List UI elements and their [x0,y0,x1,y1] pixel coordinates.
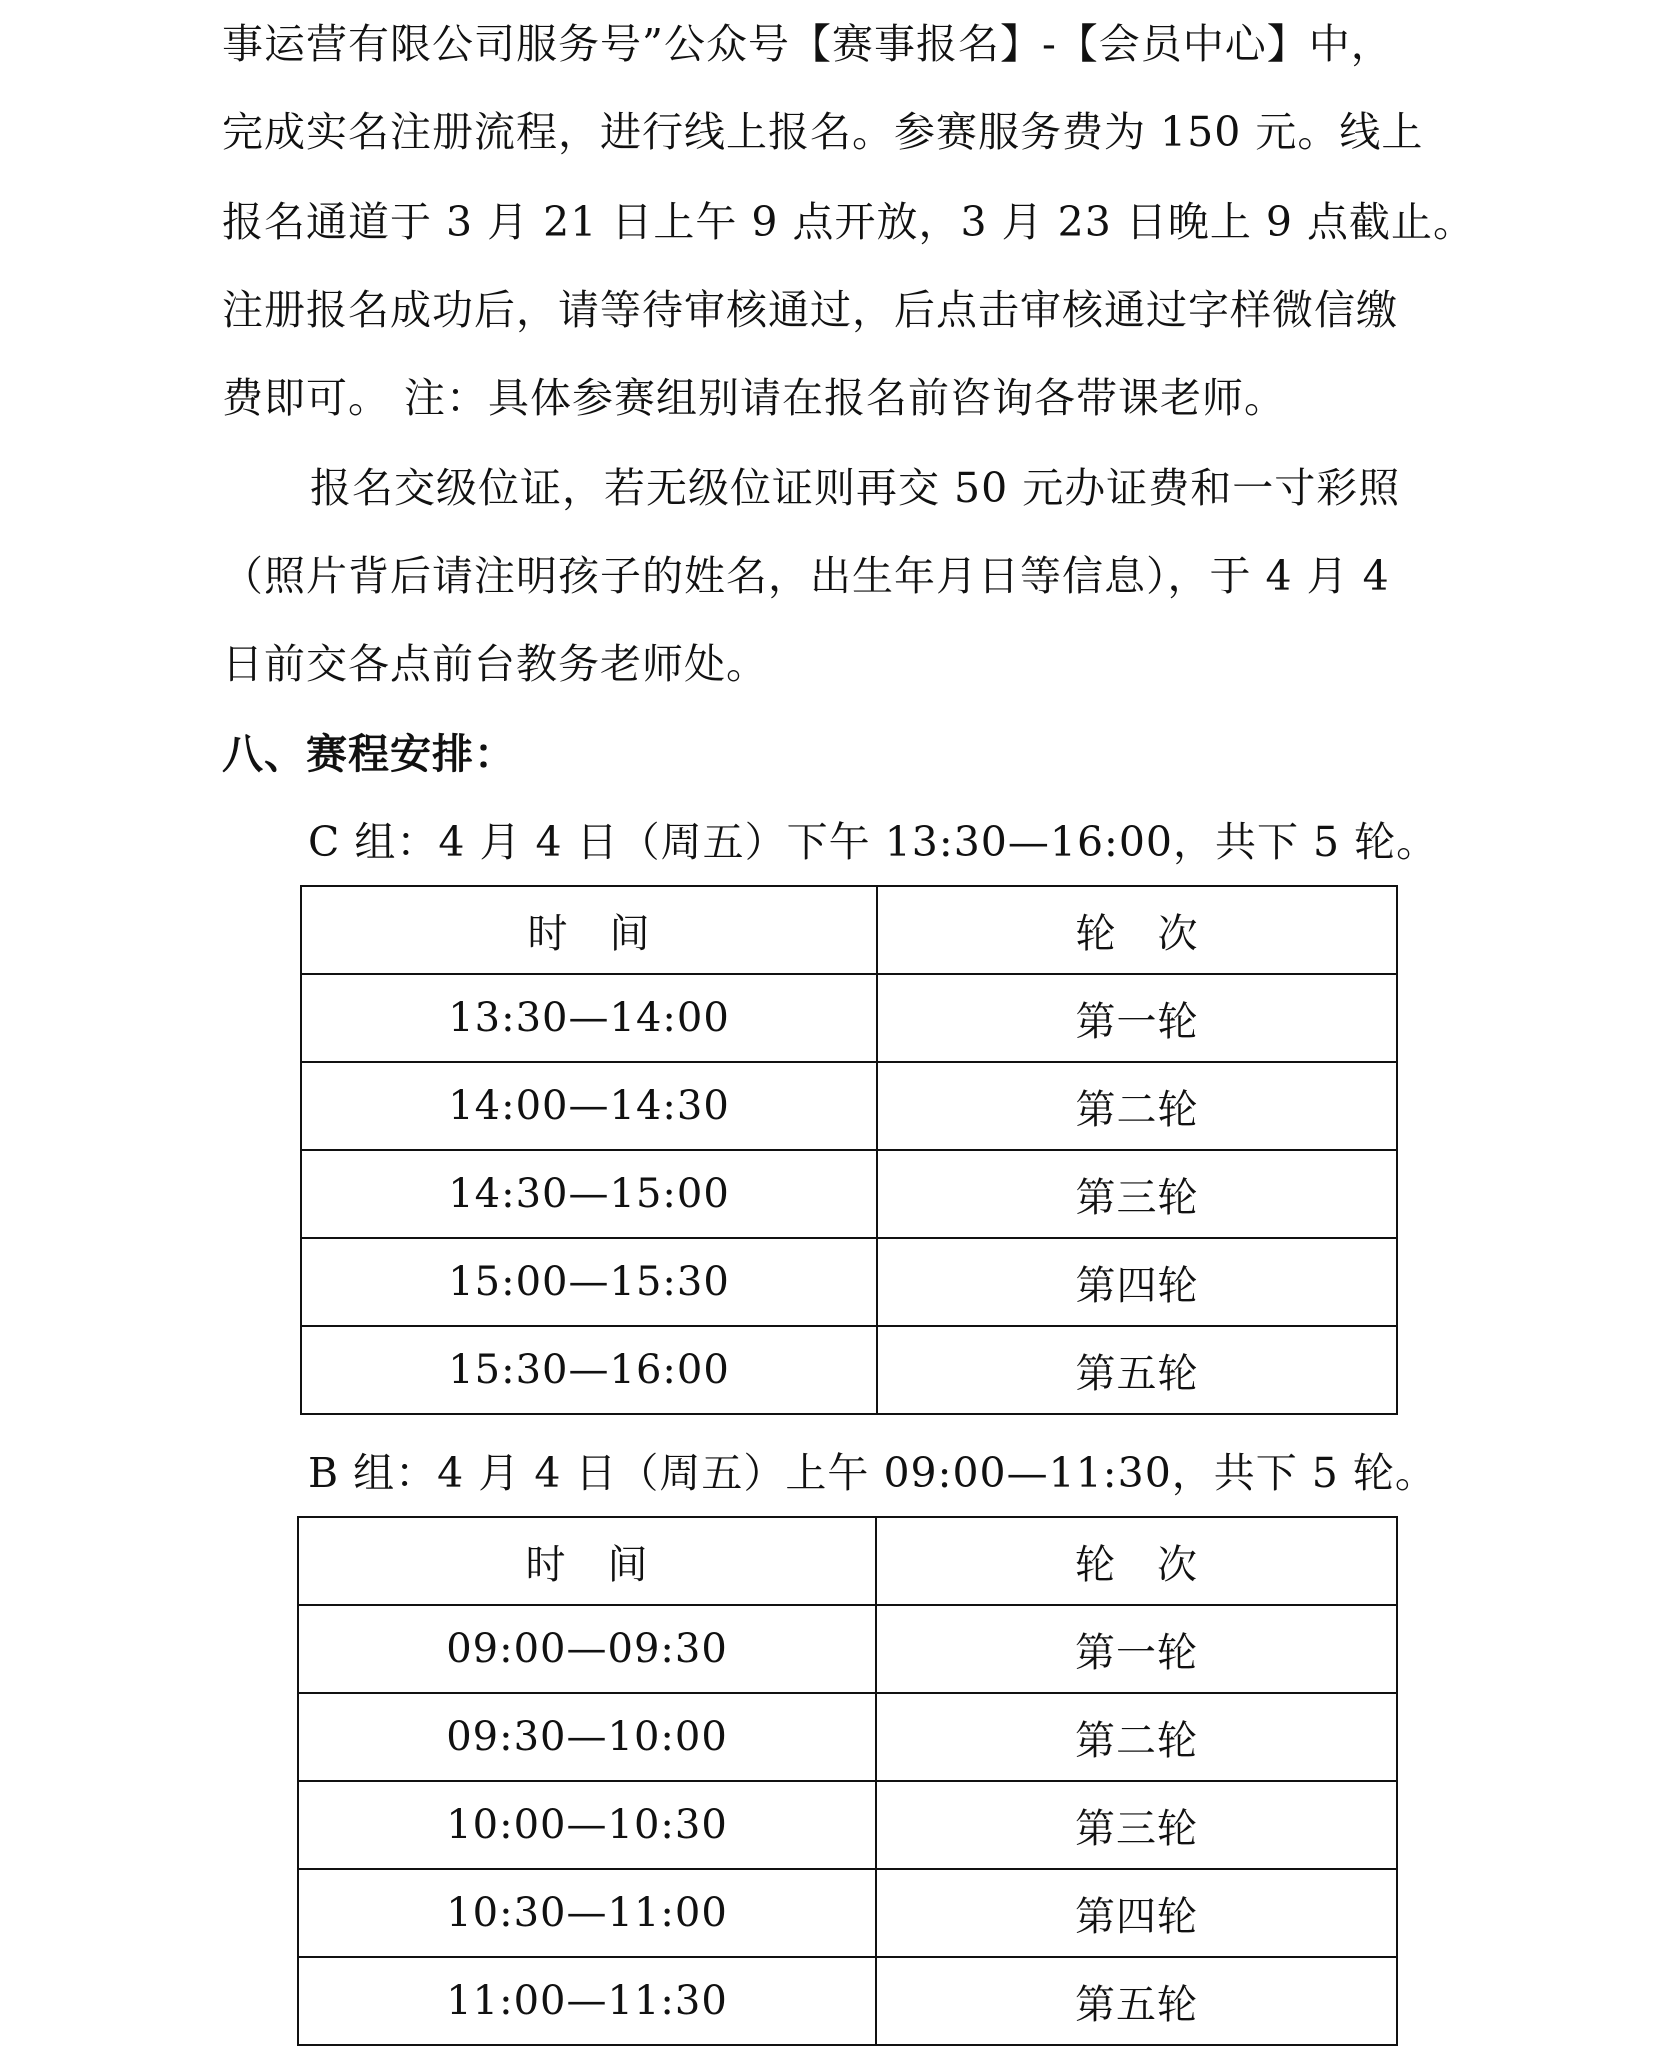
table-row [298,1605,1397,1693]
round-cell: 第三轮 [876,1781,1397,1869]
group-b-title: B 组：4 月 4 日（周五）上午 09:00—11:30，共下 5 轮。 [308,1449,1437,1497]
time-cell: 14:30—15:00 [301,1150,877,1238]
paragraph-line: 注册报名成功后，请等待审核通过，后点击审核通过字样微信缴 [222,286,1398,334]
round-cell: 第五轮 [876,1957,1397,2045]
round-cell: 第三轮 [877,1150,1397,1238]
paragraph-line: 费即可。 注：具体参赛组别请在报名前咨询各带课老师。 [222,374,1287,422]
table-row [301,974,1397,1062]
paragraph-line: 完成实名注册流程，进行线上报名。参赛服务费为 150 元。线上 [222,108,1424,156]
round-cell: 第一轮 [877,974,1397,1062]
group-b-schedule-table [297,1516,1398,2046]
paragraph-line: 报名交级位证，若无级位证则再交 50 元办证费和一寸彩照 [310,464,1401,512]
table-row [301,1326,1397,1414]
time-cell: 15:30—16:00 [301,1326,877,1414]
time-cell: 09:00—09:30 [298,1605,876,1693]
table-header-row [298,1517,1397,1605]
table-header-row [301,886,1397,974]
time-cell: 11:00—11:30 [298,1957,876,2045]
time-cell: 09:30—10:00 [298,1693,876,1781]
time-cell: 15:00—15:30 [301,1238,877,1326]
header-time: 时 间 [298,1517,876,1605]
time-cell: 10:30—11:00 [298,1869,876,1957]
table-row [301,1150,1397,1238]
table-row [298,1781,1397,1869]
round-cell: 第五轮 [877,1326,1397,1414]
table-row [298,1957,1397,2045]
time-cell: 13:30—14:00 [301,974,877,1062]
round-cell: 第二轮 [877,1062,1397,1150]
paragraph-line: 事运营有限公司服务号”公众号【赛事报名】-【会员中心】中， [222,20,1393,68]
header-round: 轮 次 [876,1517,1397,1605]
round-cell: 第四轮 [876,1869,1397,1957]
paragraph-line: 日前交各点前台教务老师处。 [222,640,768,688]
paragraph-line: 报名通道于 3 月 21 日上午 9 点开放，3 月 23 日晚上 9 点截止。 [222,198,1476,246]
table-row [301,1062,1397,1150]
round-cell: 第一轮 [876,1605,1397,1693]
section-heading: 八、赛程安排： [222,730,516,778]
table-row [298,1869,1397,1957]
header-time: 时 间 [301,886,877,974]
round-cell: 第二轮 [876,1693,1397,1781]
group-c-schedule-table [300,885,1398,1415]
header-round: 轮 次 [877,886,1397,974]
group-c-title: C 组：4 月 4 日（周五）下午 13:30—16:00，共下 5 轮。 [308,818,1439,866]
time-cell: 10:00—10:30 [298,1781,876,1869]
paragraph-line: （照片背后请注明孩子的姓名，出生年月日等信息），于 4 月 4 [222,552,1390,600]
round-cell: 第四轮 [877,1238,1397,1326]
time-cell: 14:00—14:30 [301,1062,877,1150]
table-row [298,1693,1397,1781]
table-row [301,1238,1397,1326]
